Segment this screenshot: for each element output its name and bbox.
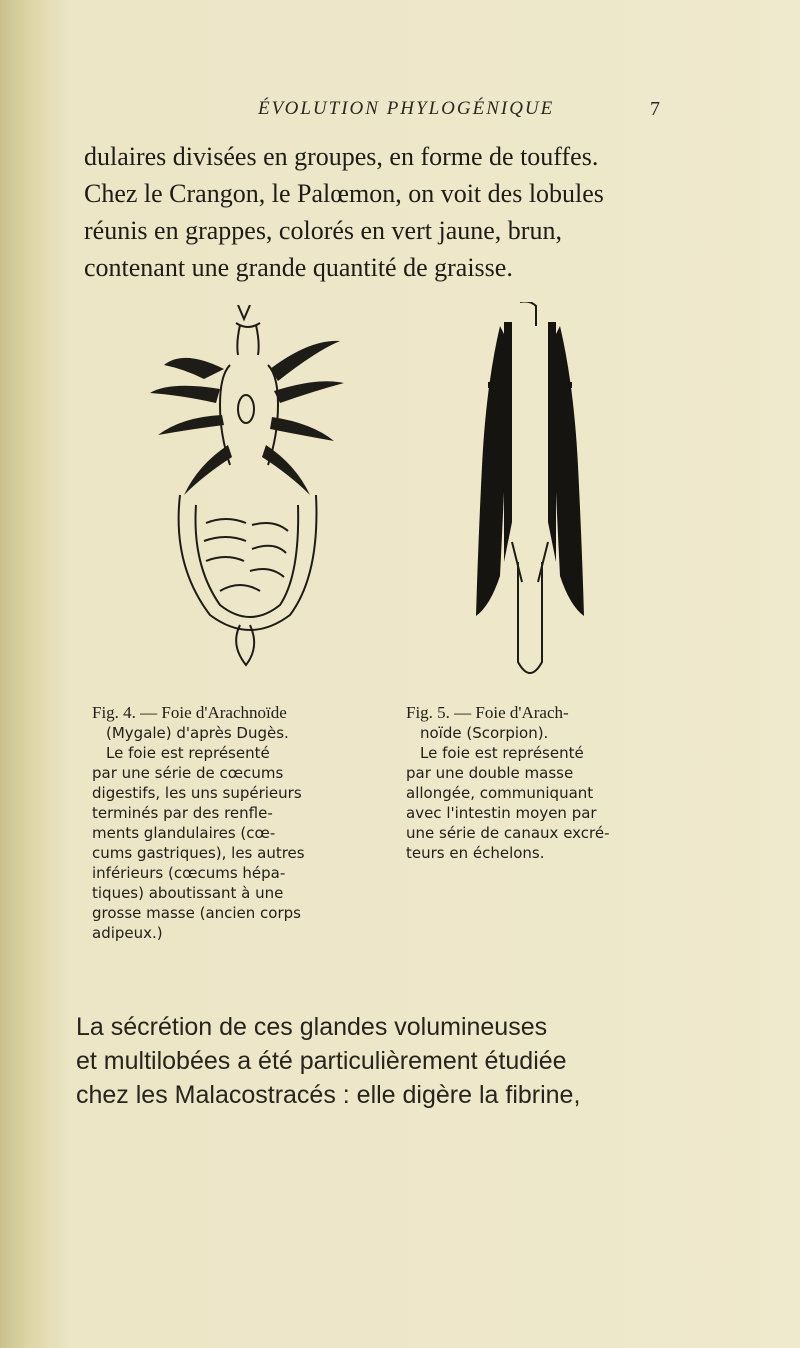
caption-line: par une série de cœcums <box>92 764 284 782</box>
text-line: et multilobées a été particulièrement étudiée <box>76 1047 567 1075</box>
page-number: 7 <box>650 98 660 120</box>
closing-paragraph <box>76 1010 746 1112</box>
figure-4-illustration <box>140 305 360 690</box>
text-line: réunis en grappes, colorés en vert jaune, brun, <box>84 216 562 245</box>
caption-line: (Mygale) d'après Dugès. <box>106 724 289 742</box>
text-line: chez les Malacostracés : elle digère la fibrine, <box>76 1081 581 1109</box>
text-line: Chez le Crangon, le Palœmon, on voit des lobules <box>84 179 604 208</box>
caption-line: digestifs, les uns supérieurs <box>92 784 302 802</box>
caption-line: Le foie est représenté <box>420 744 584 762</box>
figure-5-caption <box>406 703 686 863</box>
caption-line: par une double masse <box>406 764 574 782</box>
caption-line: cums gastriques), les autres <box>92 844 305 862</box>
caption-line: ments glandulaires (cœ- <box>92 824 276 842</box>
figure-5-illustration <box>460 302 600 692</box>
caption-line: adipeux.) <box>92 924 163 942</box>
caption-line: avec l'intestin moyen par <box>406 804 597 822</box>
running-title: ÉVOLUTION PHYLOGÉNIQUE <box>258 98 555 119</box>
caption-line: une série de canaux excré- <box>406 824 610 842</box>
caption-line: Fig. 5. — Foie d'Arach- <box>406 703 569 722</box>
caption-line: noïde (Scorpion). <box>420 724 549 742</box>
caption-line: teurs en échelons. <box>406 844 545 862</box>
caption-line: grosse masse (ancien corps <box>92 904 301 922</box>
caption-line: tiques) aboutissant à une <box>92 884 284 902</box>
text-line: contenant une grande quantité de graisse. <box>84 253 513 282</box>
intro-paragraph <box>84 138 734 286</box>
caption-line: inférieurs (cœcums hépa- <box>92 864 286 882</box>
caption-line: Fig. 4. — Foie d'Arachnoïde <box>92 703 287 722</box>
figure-4-caption <box>92 703 352 943</box>
caption-line: allongée, communiquant <box>406 784 594 802</box>
text-line: La sécrétion de ces glandes volumineuses <box>76 1013 548 1041</box>
text-line: dulaires divisées en groupes, en forme de touffes. <box>84 142 599 171</box>
caption-line: terminés par des renfle- <box>92 804 273 822</box>
caption-line: Le foie est représenté <box>106 744 270 762</box>
